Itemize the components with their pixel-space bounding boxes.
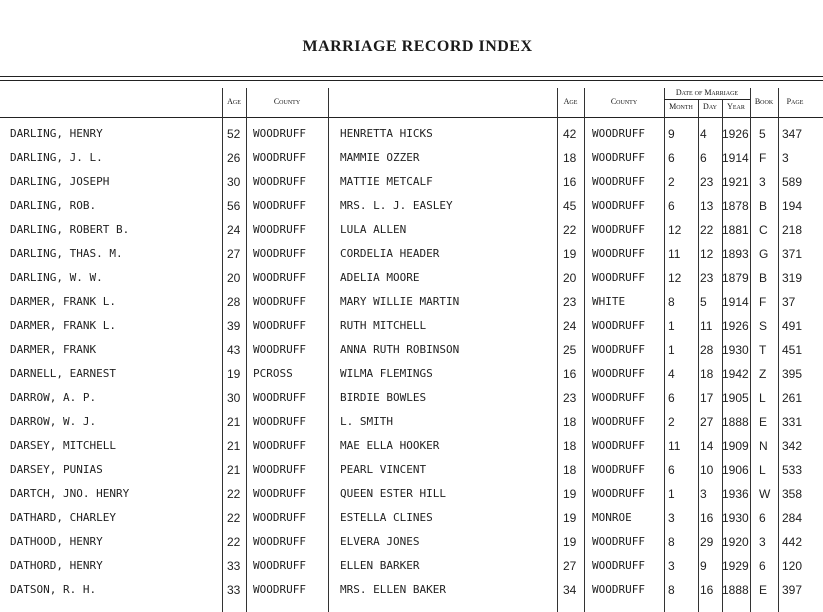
cell-spouse: MAMMIE OZZER [340,151,420,164]
cell-month: 1 [668,487,675,501]
cell-year: 1926 [722,319,749,333]
cell-day: 27 [700,415,714,429]
cell-age: 39 [227,319,241,333]
cell-county: WOODRUFF [253,223,306,236]
cell-age2: 19 [563,247,577,261]
cell-page: 194 [782,199,803,213]
cell-age: 21 [227,463,241,477]
cell-month: 11 [668,247,681,261]
cell-age2: 18 [563,463,577,477]
cell-month: 8 [668,295,675,309]
cell-book: B [759,271,768,285]
cell-year: 1942 [722,367,749,381]
cell-year: 1936 [722,487,749,501]
cell-age2: 19 [563,535,577,549]
cell-county: WOODRUFF [253,319,306,332]
cell-month: 4 [668,367,675,381]
cell-age2: 42 [563,127,577,141]
cell-book: 3 [759,535,766,549]
cell-spouse: ELVERA JONES [340,535,420,548]
cell-county: WOODRUFF [253,391,306,404]
cell-year: 1905 [722,391,749,405]
cell-age2: 45 [563,199,577,213]
cell-day: 17 [700,391,714,405]
cell-page: 319 [782,271,803,285]
cell-book: F [759,151,767,165]
cell-page: 358 [782,487,803,501]
cell-county: WOODRUFF [253,535,306,548]
cell-book: E [759,415,768,429]
cell-age: 33 [227,583,241,597]
cell-age2: 18 [563,415,577,429]
cell-day: 10 [700,463,714,477]
cell-county2: WOODRUFF [592,271,645,284]
cell-age2: 16 [563,367,577,381]
cell-spouse: ELLEN BARKER [340,559,420,572]
cell-book: 5 [759,127,766,141]
cell-name: DARLING, JOSEPH [10,175,110,188]
cell-book: 6 [759,559,766,573]
cell-year: 1881 [722,223,749,237]
cell-county: WOODRUFF [253,439,306,452]
cell-county2: WOODRUFF [592,343,645,356]
cell-month: 1 [668,343,675,357]
cell-age2: 27 [563,559,577,573]
cell-name: DARSEY, PUNIAS [10,463,103,476]
cell-spouse: MARY WILLIE MARTIN [340,295,460,308]
header-rule [0,117,823,118]
col-divider [328,88,329,612]
cell-month: 12 [668,271,682,285]
cell-page: 533 [782,463,803,477]
header-age: Age [227,97,241,106]
cell-day: 12 [700,247,714,261]
header-county-2: County [610,97,638,106]
cell-county2: WOODRUFF [592,439,645,452]
cell-day: 22 [700,223,714,237]
cell-year: 1909 [722,439,749,453]
cell-month: 9 [668,127,675,141]
cell-page: 3 [782,151,789,165]
cell-year: 1929 [722,559,749,573]
cell-county2: WOODRUFF [592,583,645,596]
cell-page: 342 [782,439,803,453]
cell-month: 6 [668,391,675,405]
cell-book: G [759,247,769,261]
cell-age2: 23 [563,391,577,405]
cell-page: 442 [782,535,803,549]
cell-age: 52 [227,127,241,141]
cell-county2: WOODRUFF [592,199,645,212]
cell-age: 30 [227,391,241,405]
cell-year: 1930 [722,343,749,357]
cell-county2: WOODRUFF [592,463,645,476]
cell-county2: WOODRUFF [592,487,645,500]
cell-county2: WOODRUFF [592,175,645,188]
cell-age2: 19 [563,511,577,525]
cell-age: 27 [227,247,241,261]
cell-name: DATHOOD, HENRY [10,535,103,548]
cell-page: 284 [782,511,803,525]
cell-book: S [759,319,768,333]
cell-spouse: RUTH MITCHELL [340,319,427,332]
cell-county: WOODRUFF [253,295,306,308]
cell-county: WOODRUFF [253,247,306,260]
cell-spouse: MATTIE METCALF [340,175,433,188]
cell-county2: WOODRUFF [592,535,645,548]
cell-day: 16 [700,511,714,525]
cell-spouse: CORDELIA HEADER [340,247,440,260]
cell-page: 37 [782,295,796,309]
cell-day: 6 [700,151,707,165]
cell-county: WOODRUFF [253,583,306,596]
cell-age: 30 [227,175,241,189]
cell-age2: 24 [563,319,577,333]
cell-month: 8 [668,535,675,549]
cell-month: 8 [668,583,675,597]
header-county: County [273,97,301,106]
cell-age2: 22 [563,223,577,237]
cell-name: DARMER, FRANK [10,343,97,356]
cell-county2: WOODRUFF [592,367,645,380]
cell-age: 22 [227,487,241,501]
header-age-2: Age [563,97,578,106]
cell-day: 29 [700,535,714,549]
cell-page: 261 [782,391,803,405]
cell-age: 33 [227,559,241,573]
cell-age2: 20 [563,271,577,285]
col-divider [664,88,665,612]
cell-age: 28 [227,295,241,309]
cell-spouse: MAE ELLA HOOKER [340,439,440,452]
cell-spouse: QUEEN ESTER HILL [340,487,446,500]
cell-name: DARLING, ROB. [10,199,97,212]
cell-age: 22 [227,511,241,525]
cell-age: 20 [227,271,241,285]
cell-month: 6 [668,463,675,477]
cell-page: 120 [782,559,803,573]
cell-book: 6 [759,511,766,525]
cell-day: 5 [700,295,707,309]
cell-age2: 34 [563,583,577,597]
cell-age: 56 [227,199,241,213]
cell-spouse: L. SMITH [340,415,393,428]
cell-book: E [759,583,768,597]
cell-spouse: ADELIA MOORE [340,271,420,284]
cell-day: 28 [700,343,714,357]
cell-page: 589 [782,175,803,189]
cell-month: 2 [668,175,675,189]
cell-book: W [759,487,771,501]
cell-age: 21 [227,439,241,453]
cell-age: 19 [227,367,241,381]
cell-day: 18 [700,367,714,381]
cell-year: 1893 [722,247,749,261]
cell-age2: 18 [563,439,577,453]
cell-page: 395 [782,367,803,381]
header-month: Month [669,102,693,111]
cell-county: WOODRUFF [253,415,306,428]
cell-day: 13 [700,199,714,213]
cell-county: WOODRUFF [253,127,306,140]
cell-page: 491 [782,319,803,333]
col-divider [584,88,585,612]
header-page: Page [786,97,804,106]
cell-book: L [759,463,766,477]
cell-day: 14 [700,439,714,453]
cell-page: 218 [782,223,803,237]
cell-day: 4 [700,127,707,141]
cell-name: DARMER, FRANK L. [10,295,116,308]
cell-year: 1921 [722,175,749,189]
cell-name: DATSON, R. H. [10,583,97,596]
col-divider [750,88,751,612]
cell-name: DARLING, J. L. [10,151,103,164]
cell-county2: MONROE [592,511,632,524]
cell-county2: WOODRUFF [592,415,645,428]
cell-county2: WOODRUFF [592,319,645,332]
cell-name: DARTCH, JNO. HENRY [10,487,130,500]
header-year: Year [727,102,745,111]
cell-month: 12 [668,223,682,237]
cell-county: WOODRUFF [253,463,306,476]
cell-name: DARLING, THAS. M. [10,247,123,260]
cell-county: WOODRUFF [253,175,306,188]
cell-name: DATHORD, HENRY [10,559,103,572]
cell-day: 3 [700,487,707,501]
cell-age2: 19 [563,487,577,501]
cell-day: 23 [700,175,714,189]
cell-spouse: LULA ALLEN [340,223,407,236]
cell-month: 2 [668,415,675,429]
cell-age: 22 [227,535,241,549]
cell-county2: WOODRUFF [592,223,645,236]
cell-spouse: ANNA RUTH ROBINSON [340,343,460,356]
cell-year: 1914 [722,151,749,165]
cell-spouse: BIRDIE BOWLES [340,391,427,404]
cell-spouse: HENRETTA HICKS [340,127,433,140]
header-book: Book [754,97,774,106]
cell-month: 6 [668,151,675,165]
col-divider [557,88,558,612]
cell-spouse: ESTELLA CLINES [340,511,433,524]
cell-day: 11 [700,319,713,333]
cell-book: Z [759,367,767,381]
cell-day: 23 [700,271,714,285]
cell-month: 11 [668,439,681,453]
top-rule-2 [0,80,823,81]
cell-age2: 18 [563,151,577,165]
cell-book: L [759,391,766,405]
cell-county: WOODRUFF [253,487,306,500]
cell-spouse: PEARL VINCENT [340,463,427,476]
header-date-of-marriage: Date of Marriage [675,88,739,97]
cell-month: 3 [668,511,675,525]
cell-county: WOODRUFF [253,559,306,572]
cell-county2: WOODRUFF [592,391,645,404]
cell-county: WOODRUFF [253,151,306,164]
cell-name: DARLING, HENRY [10,127,103,140]
col-divider [222,88,223,612]
cell-book: B [759,199,768,213]
col-divider [246,88,247,612]
cell-month: 3 [668,559,675,573]
cell-county2: WOODRUFF [592,151,645,164]
cell-name: DARLING, ROBERT B. [10,223,130,236]
cell-age2: 23 [563,295,577,309]
cell-day: 16 [700,583,714,597]
date-group-rule [664,99,750,100]
cell-county: WOODRUFF [253,199,306,212]
cell-age2: 25 [563,343,577,357]
cell-year: 1906 [722,463,749,477]
cell-name: DARSEY, MITCHELL [10,439,116,452]
cell-age2: 16 [563,175,577,189]
cell-month: 6 [668,199,675,213]
cell-year: 1926 [722,127,749,141]
cell-county2: WHITE [592,295,626,308]
cell-name: DATHARD, CHARLEY [10,511,116,524]
cell-page: 331 [782,415,803,429]
cell-year: 1878 [722,199,749,213]
cell-county: WOODRUFF [253,343,306,356]
page-title: MARRIAGE RECORD INDEX [302,38,533,55]
cell-county2: WOODRUFF [592,559,645,572]
col-divider [778,88,779,612]
col-divider [698,99,699,612]
cell-name: DARROW, W. J. [10,415,97,428]
cell-page: 397 [782,583,803,597]
cell-spouse: WILMA FLEMINGS [340,367,433,380]
cell-county: PCROSS [253,367,293,380]
cell-name: DARLING, W. W. [10,271,103,284]
cell-age: 21 [227,415,241,429]
cell-name: DARMER, FRANK L. [10,319,116,332]
cell-spouse: MRS. L. J. EASLEY [340,199,453,212]
cell-name: DARNELL, EARNEST [10,367,116,380]
cell-year: 1920 [722,535,749,549]
header-day: Day [703,102,717,111]
cell-book: C [759,223,768,237]
cell-page: 451 [782,343,803,357]
cell-month: 1 [668,319,675,333]
cell-year: 1888 [722,583,749,597]
cell-year: 1930 [722,511,749,525]
cell-spouse: MRS. ELLEN BAKER [340,583,446,596]
cell-year: 1914 [722,295,749,309]
cell-county2: WOODRUFF [592,127,645,140]
cell-page: 371 [782,247,803,261]
cell-county: WOODRUFF [253,511,306,524]
cell-name: DARROW, A. P. [10,391,97,404]
cell-year: 1888 [722,415,749,429]
cell-age: 26 [227,151,241,165]
top-rule [0,76,823,77]
cell-county: WOODRUFF [253,271,306,284]
cell-year: 1879 [722,271,749,285]
cell-county2: WOODRUFF [592,247,645,260]
cell-book: T [759,343,767,357]
cell-age: 24 [227,223,241,237]
cell-age: 43 [227,343,241,357]
cell-book: F [759,295,767,309]
cell-day: 9 [700,559,707,573]
cell-book: N [759,439,768,453]
cell-page: 347 [782,127,803,141]
cell-book: 3 [759,175,766,189]
